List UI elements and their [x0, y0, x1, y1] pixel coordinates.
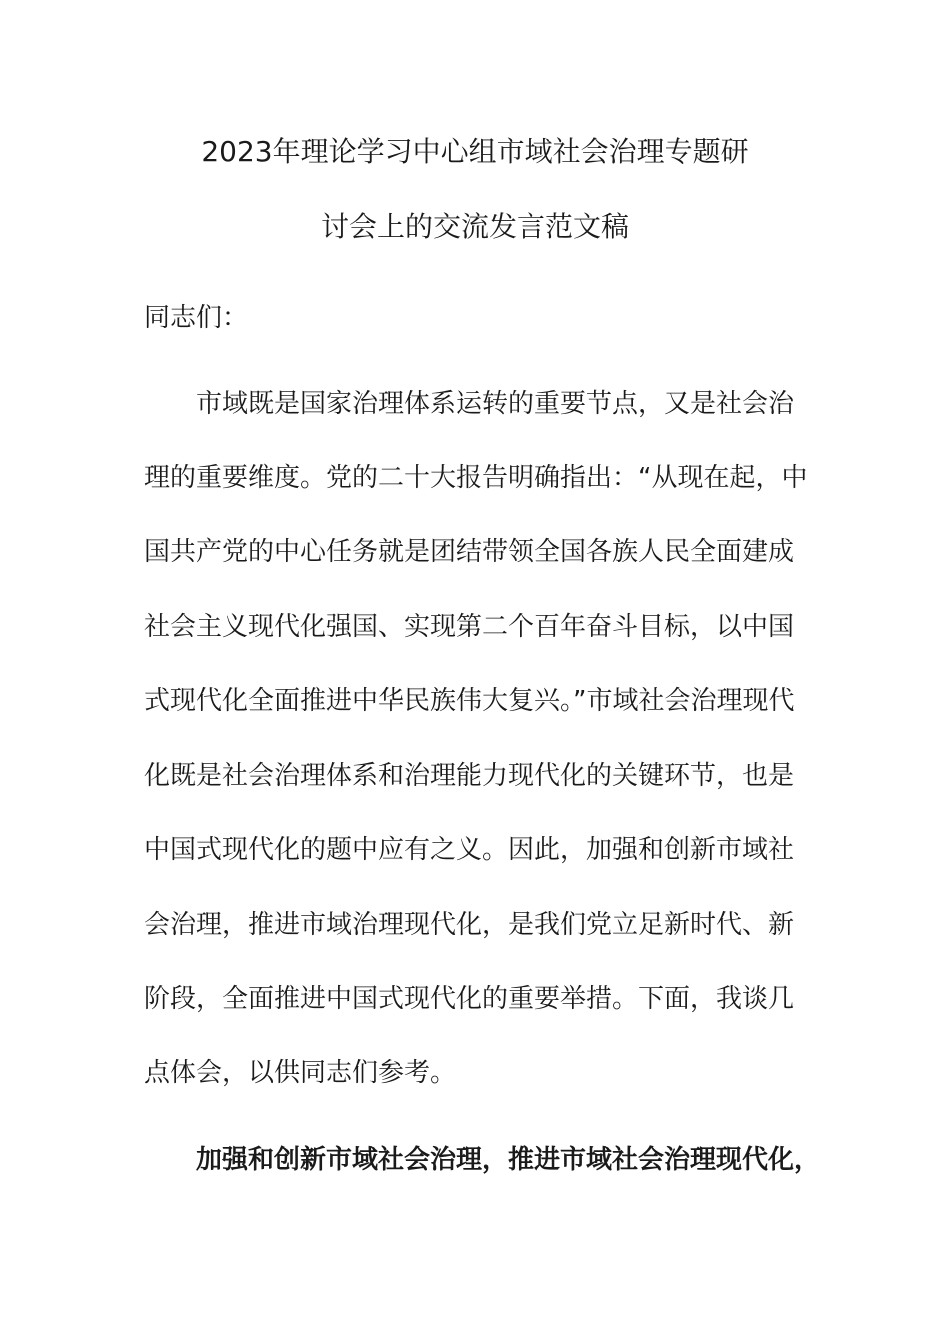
paragraph-2-bold-line: 加强和创新市域社会治理，推进市域社会治理现代化， [196, 1145, 821, 1175]
paragraph-1-line: 会治理，推进市域治理现代化，是我们党立足新时代、新 [144, 910, 795, 940]
paragraph-1-line: 点体会，以供同志们参考。 [144, 1058, 457, 1088]
document-title-line-2: 讨会上的交流发言范文稿 [320, 210, 629, 243]
paragraph-1-line: 市域既是国家治理体系运转的重要节点，又是社会治 [196, 389, 795, 419]
salutation: 同志们： [144, 303, 249, 333]
document-title-line-1: 2023年理论学习中心组市域社会治理专题研 [201, 135, 749, 168]
paragraph-1-line: 化既是社会治理体系和治理能力现代化的关键环节，也是 [144, 761, 795, 791]
paragraph-1-line: 社会主义现代化强国、实现第二个百年奋斗目标，以中国 [144, 612, 795, 642]
paragraph-1-line: 国共产党的中心任务就是团结带领全国各族人民全面建成 [144, 537, 795, 567]
paragraph-1-line: 阶段，全面推进中国式现代化的重要举措。下面，我谈几 [144, 984, 795, 1014]
paragraph-1-line: 理的重要维度。党的二十大报告明确指出：“从现在起，中 [144, 463, 808, 493]
paragraph-1-line: 式现代化全面推进中华民族伟大复兴。”市域社会治理现代 [144, 686, 795, 716]
paragraph-1-line: 中国式现代化的题中应有之义。因此，加强和创新市域社 [144, 835, 795, 865]
